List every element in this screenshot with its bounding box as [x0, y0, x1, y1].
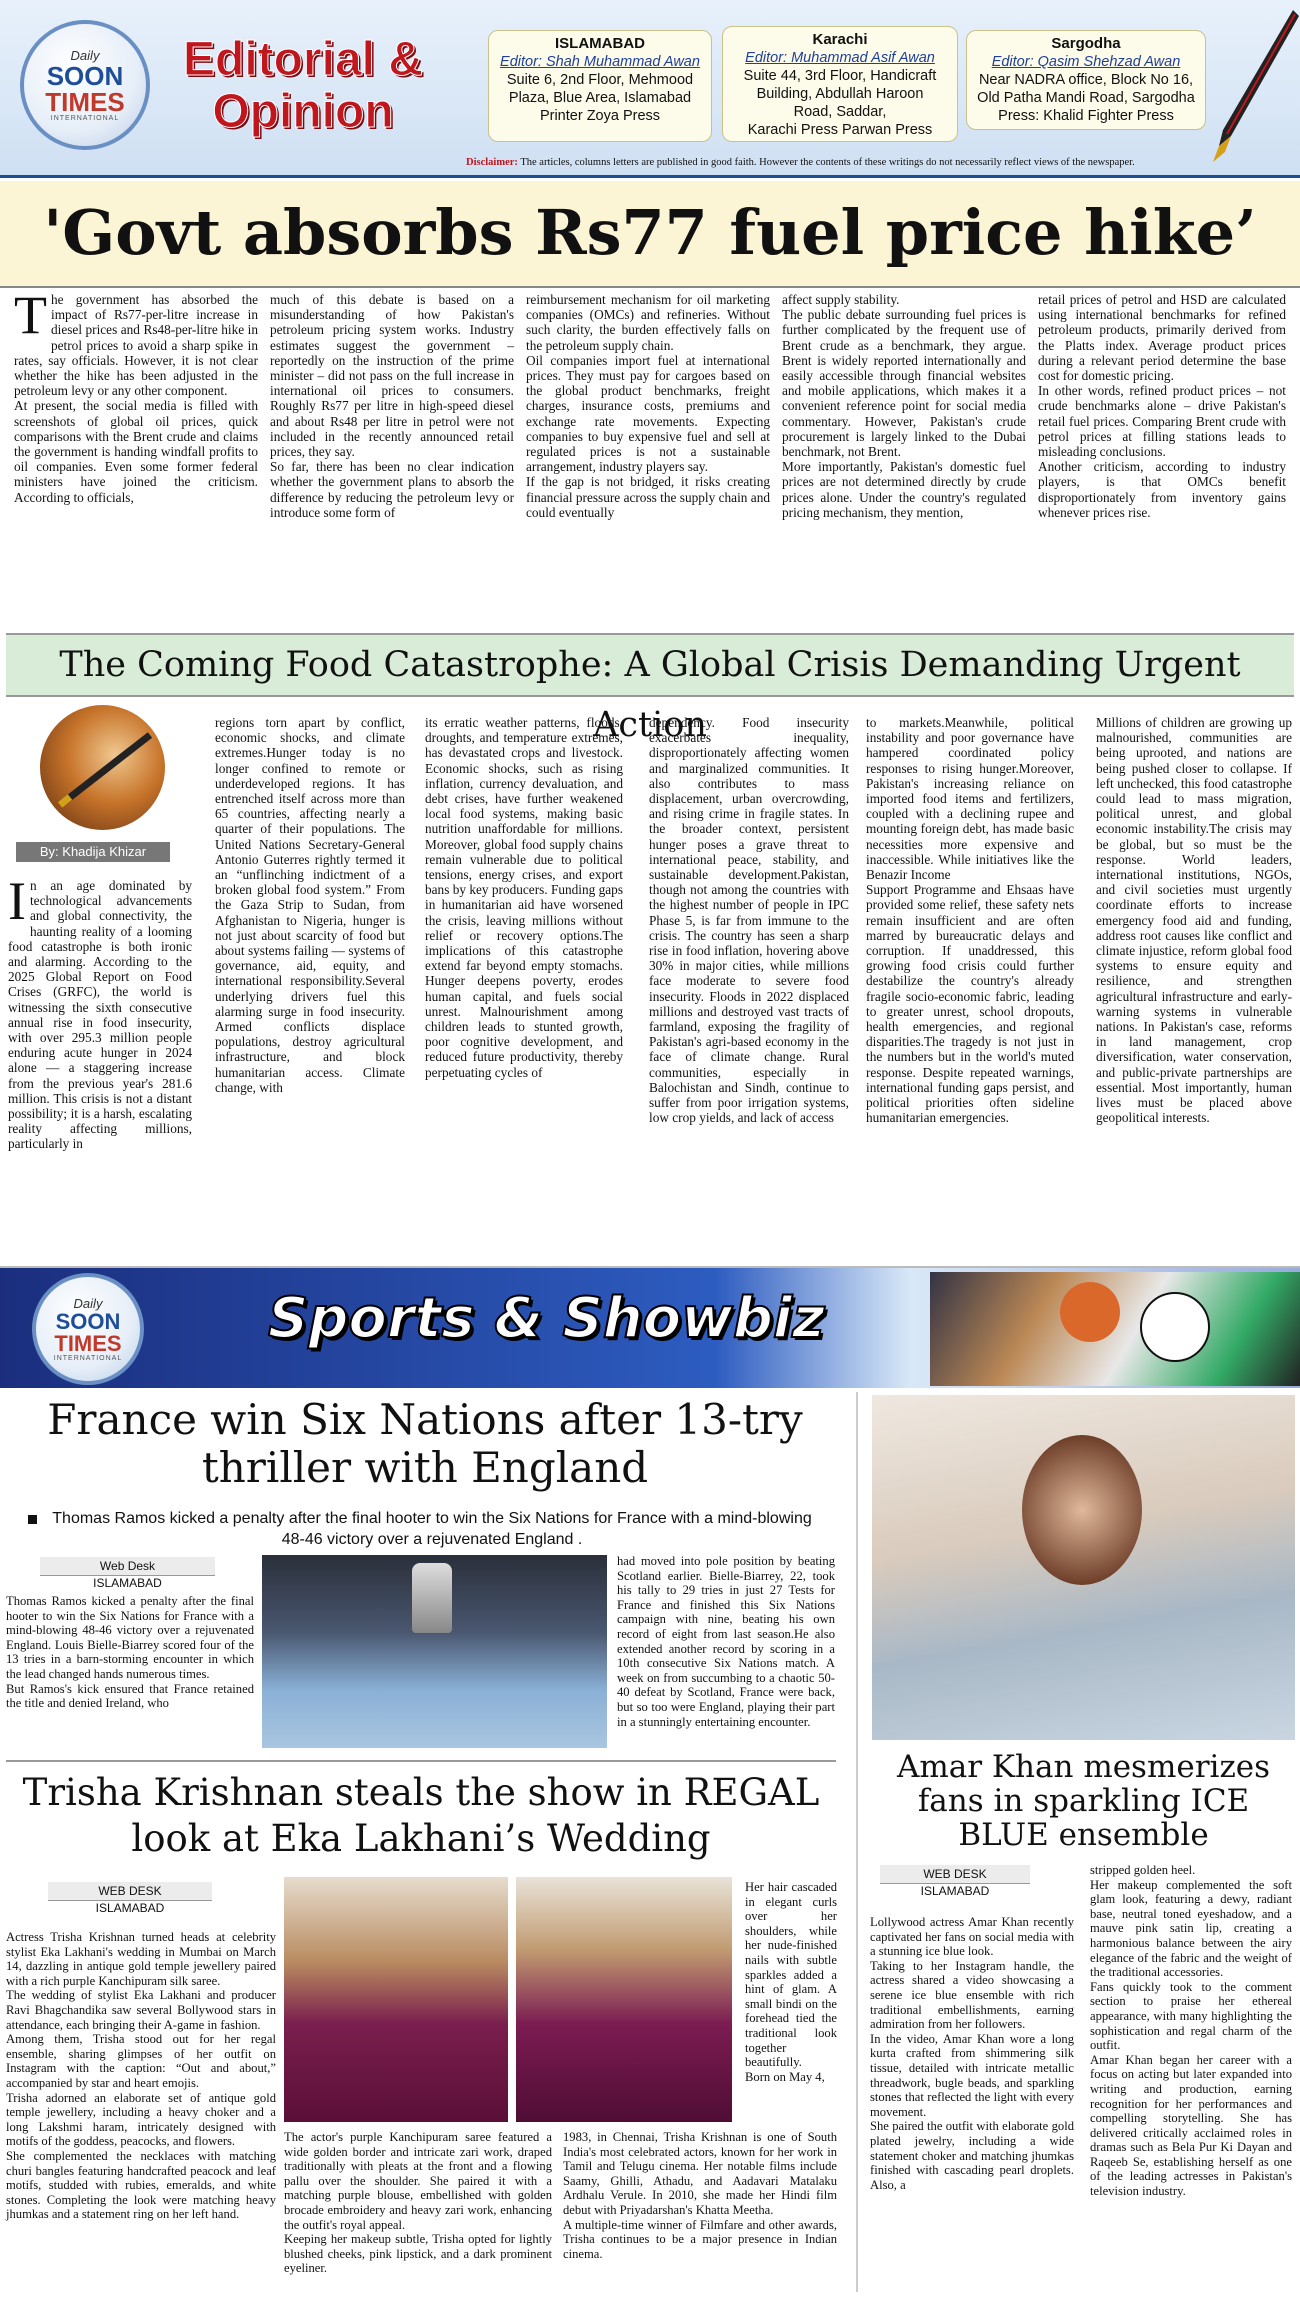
trisha-col-1: Actress Trisha Krishnan turned heads at celebrity stylist Eka Lakhani's wedding in Mumbai on March 14, dazzling in antique gold temple jewellery paired with a rich purple Kanchipuram silk saree. The wedding of stylist Eka Lakhani and producer Ravi Bhagchandika saw several Bollywood stars in attendance, each bringing their A-game in fashion. Among them, Trisha stood out for her regal ensemble, sharing glimpses of her outfit on Instagram with the caption: “Out and about,” accompanied by star and heart emojis. Trisha adorned an elaborate set of antique gold temple jewellery, including a heavy choker and a long Lakshmi haram, intricately designed with motifs of the goddess, peacocks, and flowers. She complemented the necklaces with matching churi bangles featuring handcrafted peacock and leaf motifs, studded with rubies, emeralds, and white stones. Completing the look were matching heavy jhumkas and a statement ring on her left hand. — [6, 1930, 276, 2222]
food-col-6: Millions of children are growing up malnourished, communities are being uprooted, and nations are being pushed closer to collapse. If left unchecked, this food catastrophe could lead to mass migration, political unrest, and global economic instability.The crisis may be global, but so must be the response. World leaders, international institutions, NGOs, and civil societies must urgently coordinate efforts to increase emergency food aid and funding, address root causes like conflict and climate injustice, reform global food systems to ensure equity and resilience, and strengthen agricultural infrastructure and early-warning systems in vulnerable nations. In Pakistan's case, reforms in land management, crop diversification, water conservation, and public-private partnerships are essential. Most importantly, human lives must be placed above geopolitical interests. — [1096, 715, 1292, 1126]
food-col-2: regions torn apart by conflict, economic shocks, and climate extremes.Hunger today is no longer confined to remote or underdeveloped regions. It has entrenched itself across more than 65 countries, affecting nearly a quarter of their populations. The United Nations Secretary-General Antonio Guterres rightly termed it an “unflinching indictment of a broken global food system.” From the Gaza Strip to Sudan, from Afghanistan to Nigeria, hunger is not just about scarcity of food but about systems failing — systems of governance, aid, equity, and international responsibility.Several underlying drivers fuel this alarming surge in food insecurity. Armed conflicts displace populations, destroy agricultural infrastructure, and block humanitarian access. Climate change, with — [215, 715, 405, 1095]
trisha-col-4: 1983, in Chennai, Trisha Krishnan is one of South India's most celebrated actors, known for her work in Tamil and Telugu cinema. Her notable films include Saamy, Ghilli, Athadu, and Aadavari Matalaku Ardhalu Verule. In 2010, she made her Hindi film debut with Priyadarshan's Khatta Meetha. A multiple-time winner of Filmfare and other awards, Trisha continues to be a major presence in Indian cinema. — [563, 2130, 837, 2261]
masthead — [0, 0, 1300, 178]
trisha-photo-1 — [284, 1877, 508, 2122]
amar-col-2: stripped golden heel. Her makeup complemented the soft glam look, featuring a dewy, radiant base, neutral toned eyeshadow, and a mauve pink satin lip, creating a harmonious balance between the airy elegance of the fabric and the weight of the traditional accessories. Fans quickly took to the comment section to praise her ethereal appearance, with many highlighting the sophistication and regal charm of the outfit. Amar Khan began her career with a focus on acting but later expanded into writing and production, earning recognition for her performances and compelling storytelling. She has delivered critically acclaimed roles in dramas such as Bela Pur Ki Dayan and Raqeeb Se, establishing herself as one of the leading actresses in Pakistan's television industry. — [1090, 1863, 1292, 2199]
column-divider — [856, 1392, 858, 2292]
food-col-3: its erratic weather patterns, floods, droughts, and temperature extremes, has devastated crops and livestock. Economic shocks, such as rising inflation, currency devaluation, and debt crises, have further weakened local food systems, making basic nutrition unaffordable for millions. Moreover, global food supply chains remain vulnerable due to political tensions, energy crises, and export bans by key producers. Funding gaps in humanitarian aid have worsened the crisis, leaving millions without relief or recovery options.The implications of this catastrophe extend far beyond empty stomachs. Hunger deepens poverty, erodes human capital, and fuels social unrest. Malnourishment among children leads to stunted growth, poor cognitive development, and reduced future productivity, thereby perpetuating cycles of — [425, 715, 623, 1080]
disclaimer: Disclaimer: The articles, columns letters are published in good faith. However the contents of these writings do not necessarily reflect views of the newspaper. — [466, 157, 1135, 168]
section-title: Editorial & Opinion — [182, 33, 424, 138]
office-islamabad: ISLAMABAD Editor: Shah Muhammad Awan Suite 6, 2nd Floor, Mehmood Plaza, Blue Area, Islamabad Printer Zoya Press — [488, 30, 712, 142]
author-byline: By: Khadija Khizar — [16, 842, 170, 862]
food-col-1: In an age dominated by technological advancements and global connectivity, the haunting reality of a looming food catastrophe is both ironic and alarming. According to the 2025 Global Report on Food Crises (GRFC), the world is witnessing the sixth consecutive annual rise in food insecurity, with over 295.3 million people enduring acute hunger in 2024 alone — a staggering increase from the previous year's 281.6 million. This crisis is not a distant possibility; it is a harsh, escalating reality affecting millions, particularly in — [8, 871, 192, 1152]
office-karachi: Karachi Editor: Muhammad Asif Awan Suite 44, 3rd Floor, Handicraft Building, Abdullah Haroon Road, Saddar, Karachi Press Parwan Press — [722, 26, 958, 142]
soon-times-logo-2: Daily SOON TIMES INTERNATIONAL — [32, 1273, 144, 1385]
trisha-photo-2 — [516, 1877, 732, 2122]
football-icon — [1140, 1292, 1210, 1362]
amar-khan-photo — [872, 1395, 1295, 1740]
france-col-2: had moved into pole position by beating Scotland earlier. Bielle-Biarrey, 22, took his tally to 29 tries in just 27 Tests for France and finished this Six Nations campaign with nine, beating his own record of eight from last season.He also extended another record by scoring in a 10th consecutive Six Nations match. A week on from succumbing to a chaotic 50-40 defeat by Scotland, France were back, but so too were England, playing their part in a stunningly entertaining encounter. — [617, 1554, 835, 1729]
trisha-source: WEB DESK ISLAMABAD — [48, 1882, 212, 1915]
france-col-1: Thomas Ramos kicked a penalty after the final hooter to win the Six Nations for France with a mind-blowing 48-46 victory over a rejuvenated England. Louis Bielle-Biarrey scored four of the 13 tries in a barn-storming encounter in which the lead changed hands numerous times. But Ramos's kick ensured that France retained the title and denied Ireland, who — [6, 1594, 254, 1711]
editorial-col-1: The government has absorbed the impact of Rs77-per-litre increase in diesel prices and Rs48-per-litre hike in petrol prices to avoid a sharp spike in rates, say officials. However, it is not clear whether the hike has been adjusted in the petroleum levy or any other component. At present, the social media is filled with screenshots of global oil prices, quick comparisons with the Brent crude and claims the government is handing windfall profits to oil companies. Even some former federal ministers have joined the criticism. According to officials, — [14, 285, 258, 505]
portrait-head — [1022, 1435, 1142, 1585]
pen-icon — [40, 705, 165, 830]
france-team-photo — [262, 1555, 607, 1748]
france-summary: Thomas Ramos kicked a penalty after the final hooter to win the Six Nations for France with a mind-blowing 48-46 victory over a rejuvenated England . — [28, 1508, 818, 1550]
france-source: Web Desk ISLAMABAD — [40, 1557, 215, 1590]
basketball-icon — [1060, 1282, 1120, 1342]
amar-headline: Amar Khan mesmerizes fans in sparkling ICE BLUE ensemble — [896, 1749, 1271, 1853]
editorial-col-5: retail prices of petrol and HSD are calculated using international benchmarks for refined petroleum products, primarily derived from the Platts index. Average product prices during a relevant period determine the base cost for domestic pricing. In other words, refined product prices – not crude benchmarks alone – drive Pakistan's retail fuel prices. Comparing Brent crude with petrol prices at filling stations leads to misleading conclusions. Another criticism, according to industry players, is that OMCs benefit disproportionately from inventory gains whenever prices rise. — [1038, 292, 1286, 520]
france-headline: France win Six Nations after 13-try thriller with England — [47, 1395, 803, 1492]
trisha-headline: Trisha Krishnan steals the show in REGAL look at Eka Lakhani’s Wedding — [22, 1771, 820, 1860]
sports-banner — [0, 1266, 1300, 1388]
divider — [6, 1760, 836, 1762]
amar-col-1: Lollywood actress Amar Khan recently captivated her fans on social media with a stunning ice blue look. Taking to her Instagram handle, the actress shared a video showcasing a serene ice blue ensemble with rich traditional embellishments, earning admiration from her followers. In the video, Amar Khan wore a long kurta crafted from shimmering silk tissue, detailed with intricate metallic threadwork, bugle beads, and sparkling stones that reflected the light with every movement. She paired the outfit with elaborate gold plated jewelry, including a wide statement choker and matching jhumkas finished with cascading pearl droplets. Also, a — [870, 1915, 1074, 2192]
bullet-icon — [28, 1515, 37, 1524]
soon-times-logo: Daily SOON TIMES INTERNATIONAL — [20, 20, 150, 150]
editorial-headline: 'Govt absorbs Rs77 fuel price hike’ — [43, 196, 1257, 269]
trophy-icon — [412, 1563, 452, 1633]
editorial-headline-band — [0, 181, 1300, 288]
author-pen-image — [40, 705, 165, 830]
food-col-5: to markets.Meanwhile, political instability and poor governance have hampered coordinated policy responses to rising hunger.Moreover, Pakistan's increasing reliance on imported food items and fertilizers, coupled with a declining rupee and mounting foreign debt, has made basic necessities more expensive and inaccessible. While initiatives like the Benazir Income Support Programme and Ehsaas have provided some relief, these safety nets remain insufficient and are often marred by bureaucratic delays and corruption. If unaddressed, this growing food crisis could further destabilize the country's already fragile socio-economic fabric, leading to greater unrest, school dropouts, health emergencies, and regional disparities.The tragedy is not just in the numbers but in the world's muted response. Despite repeated warnings, international funding gaps persist, and political priorities often sideline humanitarian emergencies. — [866, 715, 1074, 1126]
sports-collage-image — [930, 1272, 1300, 1386]
sports-section-title: Sports & Showbiz — [268, 1286, 825, 1351]
office-sargodha: Sargodha Editor: Qasim Shehzad Awan Near NADRA office, Block No 16, Old Patha Mandi Road, Sargodha Press: Khalid Fighter Press — [966, 30, 1206, 130]
food-headline-band — [6, 633, 1294, 745]
amar-source: WEB DESK ISLAMABAD — [880, 1865, 1030, 1898]
editorial-col-3: reimbursement mechanism for oil marketing companies (OMCs) and refineries. Without such clarity, the burden effectively falls on the petroleum supply chain. Oil companies import fuel at international prices. They must pay for cargoes based on the global product benchmarks, freight charges, insurance costs, premiums and exchange rate movements. Expecting companies to buy expensive fuel and sell at regulated prices is not a sustainable arrangement, industry players say. If the gap is not bridged, it risks creating financial pressure across the supply chain and could eventually — [526, 292, 770, 520]
trisha-col-2: The actor's purple Kanchipuram saree featured a wide golden border and intricate zari work, draped traditionally with pleats at the front and a flowing pallu over the shoulder. She paired it with a matching purple blouse, embellished with golden brocade embroidery and heavy zari work, enhancing the outfit's royal appeal. Keeping her makeup subtle, Trisha opted for lightly blushed cheeks, pink lipstick, and a dark prominent eyeliner. — [284, 2130, 552, 2276]
editorial-col-4: affect supply stability. The public debate surrounding fuel prices is further complicated by the frequent use of Brent crude as a benchmark, they argue. Brent is widely reported internationally and easily accessible through financial websites and mobile applications, which makes it a convenient reference point for social media commentary. However, Pakistan's crude procurement is largely linked to the Dubai benchmark, not Brent. More importantly, Pakistan's domestic fuel prices are not determined directly by crude prices alone. Under the country's regulated pricing mechanism, they mention, — [782, 292, 1026, 520]
food-headline: The Coming Food Catastrophe: A Global Crisis Demanding Urgent Action — [59, 645, 1241, 745]
fountain-pen-icon — [1205, 6, 1300, 166]
food-col-4: dependency. Food insecurity exacerbates inequality, disproportionately affecting women and marginalized communities. It also contributes to mass displacement, urban overcrowding, and rising crime in fragile states. In the broader context, persistent hunger poses a grave threat to international peace, stability, and sustainable development.Pakistan, though not among the countries with the highest number of people in IPC Phase 5, is far from immune to the crisis. The country has seen a sharp rise in food inflation, hovering above 30% in major cities, while millions face moderate to severe food insecurity. Floods in 2022 displaced millions and destroyed vast tracts of farmland, exposing the fragility of Pakistan's agri-based economy in the face of climate change. Rural communities, especially in Balochistan and Sindh, continue to suffer from poor irrigation systems, low crop yields, and lack of access — [649, 715, 849, 1126]
editorial-col-2: much of this debate is based on a misunderstanding of how Pakistan's petroleum pricing system works. Industry estimates suggest the government – reportedly on the instruction of the prime minister – did not pass on the full increase in international oil prices to consumers. Roughly Rs77 per litre in high-speed diesel and about Rs48 per litre in petrol were not included in the recently announced retail prices, they say. So far, there has been no clear indication whether the government plans to absorb the difference by reducing the petroleum levy or introduce some form of — [270, 292, 514, 520]
trisha-col-3: Her hair cascaded in elegant curls over her shoulders, while her nude-finished nails with subtle sparkles added a hint of glam. A small bindi on the forehead tied the traditional look together beautifully. Born on May 4, — [745, 1880, 837, 2084]
